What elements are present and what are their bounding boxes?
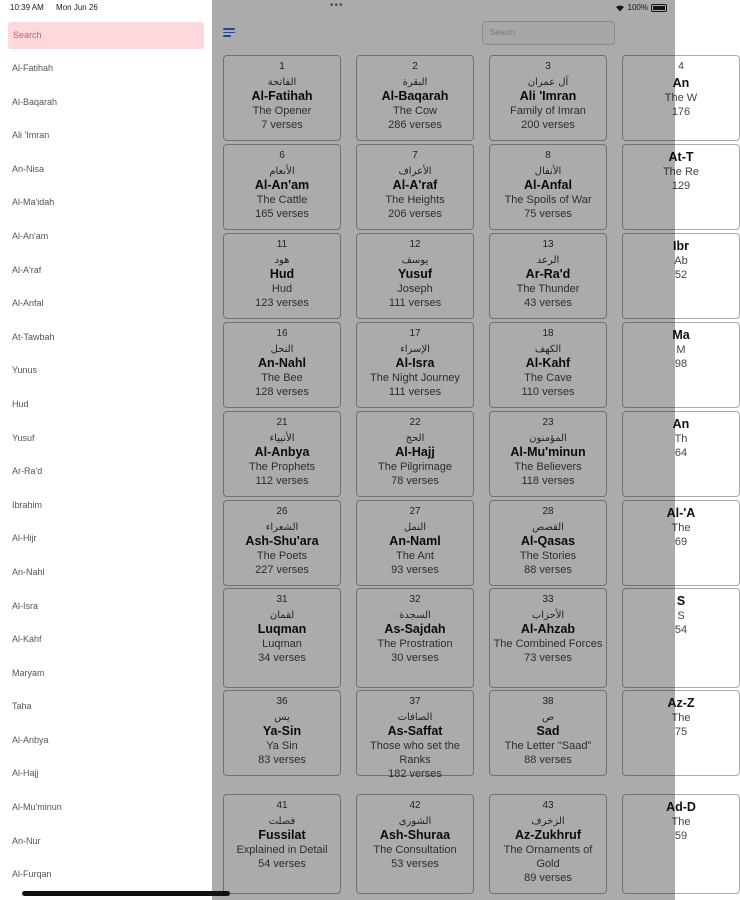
surah-card[interactable] xyxy=(489,233,607,319)
surah-name: Al-Anfal xyxy=(524,178,572,192)
surah-arabic-name: المؤمنون xyxy=(529,433,567,444)
main-content xyxy=(212,0,700,900)
surah-number: 2 xyxy=(412,61,418,72)
sidebar-item[interactable]: Al-Ma'idah xyxy=(12,197,55,208)
surah-verse-count: 165 verses xyxy=(255,208,309,220)
surah-card[interactable] xyxy=(356,322,474,408)
surah-verse-count: 182 verses xyxy=(388,768,442,780)
surah-name: Al-Anbya xyxy=(254,445,310,459)
surah-card[interactable] xyxy=(356,794,474,894)
surah-card[interactable] xyxy=(489,411,607,497)
surah-name: An xyxy=(672,417,690,431)
sidebar-item[interactable]: Al-Hajj xyxy=(12,768,39,779)
surah-card[interactable] xyxy=(622,588,740,688)
surah-number: 12 xyxy=(409,239,421,250)
surah-number: 28 xyxy=(542,506,554,517)
surah-name: Luqman xyxy=(257,622,307,636)
surah-meaning: Explained in Detail xyxy=(236,844,328,856)
surah-verse-count: 88 verses xyxy=(524,564,572,576)
surah-card[interactable] xyxy=(356,411,474,497)
surah-arabic-name: الإسراء xyxy=(400,344,430,355)
surah-meaning: The Re xyxy=(662,166,700,178)
surah-number: 31 xyxy=(276,594,288,605)
surah-number: 33 xyxy=(542,594,554,605)
surah-card[interactable] xyxy=(223,411,341,497)
battery-percent: 100% xyxy=(627,3,648,12)
surah-card[interactable] xyxy=(489,794,607,894)
surah-verse-count: 286 verses xyxy=(388,119,442,131)
surah-number: 41 xyxy=(276,800,288,811)
surah-arabic-name: الأنعام xyxy=(269,166,295,177)
surah-verse-count: 43 verses xyxy=(524,297,572,309)
sidebar-item[interactable]: Al-Anfal xyxy=(12,298,44,309)
surah-meaning: The Combined Forces xyxy=(493,638,603,650)
surah-card[interactable] xyxy=(223,500,341,586)
surah-verse-count: 227 verses xyxy=(255,564,309,576)
surah-meaning: The xyxy=(671,522,691,534)
surah-number: 22 xyxy=(409,417,421,428)
surah-verse-count: 89 verses xyxy=(524,872,572,884)
surah-name: Az-Zukhruf xyxy=(515,828,581,842)
surah-number: 26 xyxy=(276,506,288,517)
sidebar-item[interactable]: Yunus xyxy=(12,365,38,376)
surah-meaning: Ya Sin xyxy=(266,740,298,752)
status-time: 10:39 AM xyxy=(10,3,44,12)
surah-arabic-name: النحل xyxy=(270,344,294,355)
surah-verse-count: 111 verses xyxy=(388,386,442,398)
sidebar-item[interactable]: Ar-Ra'd xyxy=(12,466,43,477)
sidebar-item[interactable]: Al-A'raf xyxy=(12,264,42,275)
surah-arabic-name: الصافات xyxy=(397,712,433,723)
surah-card[interactable] xyxy=(223,144,341,230)
surah-card[interactable] xyxy=(489,690,607,776)
surah-verse-count: 93 verses xyxy=(391,564,439,576)
surah-name: Al-Baqarah xyxy=(381,89,449,103)
surah-meaning: The Prostration xyxy=(377,638,453,650)
surah-arabic-name: البقرة xyxy=(402,77,428,88)
sidebar-item[interactable]: Al-Anbya xyxy=(12,734,49,745)
surah-meaning: The Pilgrimage xyxy=(378,461,452,473)
surah-card[interactable] xyxy=(223,794,341,894)
surah-card[interactable] xyxy=(356,500,474,586)
surah-arabic-name: الأنبياء xyxy=(269,433,295,444)
sidebar-item[interactable]: An-Nur xyxy=(12,835,41,846)
surah-arabic-name: السجدة xyxy=(399,610,431,621)
surah-arabic-name: القصص xyxy=(532,522,564,533)
surah-meaning: The Heights xyxy=(385,194,445,206)
surah-name: Ibr xyxy=(673,239,689,253)
surah-arabic-name: آل عمران xyxy=(527,77,569,88)
surah-name: Az-Z xyxy=(667,696,695,710)
surah-number: 7 xyxy=(412,150,418,161)
surah-name: Al-Ahzab xyxy=(520,622,576,636)
surah-verse-count: 176 xyxy=(671,106,691,118)
surah-name: Ya-Sin xyxy=(262,724,302,738)
surah-verse-count: 30 verses xyxy=(391,652,439,664)
surah-meaning: Ab xyxy=(674,255,688,267)
sidebar-item[interactable]: Ali 'Imran xyxy=(12,130,50,141)
surah-arabic-name: ص xyxy=(541,712,555,723)
surah-number: 37 xyxy=(409,696,421,707)
surah-name: Al-Mu'minun xyxy=(510,445,586,459)
sidebar-item[interactable]: Al-Kahf xyxy=(12,634,42,645)
surah-meaning: Family of Imran xyxy=(510,105,586,117)
surah-number: 21 xyxy=(276,417,288,428)
surah-card[interactable] xyxy=(622,322,740,408)
sidebar-item[interactable]: Taha xyxy=(12,701,32,712)
surah-meaning: S xyxy=(677,610,685,622)
surah-verse-count: 112 verses xyxy=(255,475,309,487)
surah-card[interactable] xyxy=(489,55,607,141)
surah-arabic-name: الزخرف xyxy=(531,816,565,827)
surah-verse-count: 54 xyxy=(674,624,688,636)
surah-meaning: The Consultation xyxy=(373,844,457,856)
surah-number: 43 xyxy=(542,800,554,811)
surah-card[interactable] xyxy=(356,233,474,319)
surah-meaning: The Bee xyxy=(261,372,303,384)
surah-verse-count: 7 verses xyxy=(261,119,303,131)
sidebar-item[interactable]: Al-Furqan xyxy=(12,869,52,880)
search-input[interactable]: Search xyxy=(482,21,615,45)
surah-arabic-name: يوسف xyxy=(401,255,429,266)
surah-arabic-name: الكهف xyxy=(534,344,562,355)
surah-meaning: The Night Journey xyxy=(370,372,460,384)
surah-name: An-Naml xyxy=(389,534,441,548)
surah-card[interactable] xyxy=(622,233,740,319)
surah-name: Ash-Shu'ara xyxy=(245,534,319,548)
surah-meaning: The Cave xyxy=(524,372,572,384)
surah-verse-count: 52 xyxy=(674,269,688,281)
surah-meaning: The Opener xyxy=(252,105,312,117)
sidebar-item[interactable]: Al-Isra xyxy=(12,600,39,611)
sidebar-item[interactable]: Hud xyxy=(12,398,29,409)
surah-card[interactable] xyxy=(356,55,474,141)
surah-meaning: Those who set the Ranks xyxy=(370,740,460,766)
surah-meaning: Th xyxy=(674,433,688,445)
surah-name: Al-'A xyxy=(666,506,696,520)
sidebar-item[interactable]: Al-Baqarah xyxy=(12,96,58,107)
surah-name: Hud xyxy=(269,267,295,281)
surah-name: Ma xyxy=(672,328,690,342)
surah-meaning: The W xyxy=(664,92,698,104)
surah-meaning: Hud xyxy=(271,283,293,295)
surah-meaning: The Letter "Saad" xyxy=(504,740,592,752)
surah-arabic-name: فصلت xyxy=(268,816,296,827)
surah-number: 8 xyxy=(545,150,551,161)
surah-card[interactable] xyxy=(223,690,341,776)
surah-name: Ali 'Imran xyxy=(519,89,577,103)
surah-verse-count: 64 xyxy=(674,447,688,459)
surah-name: Fussilat xyxy=(258,828,306,842)
surah-meaning: The Spoils of War xyxy=(504,194,592,206)
surah-verse-count: 78 verses xyxy=(391,475,439,487)
surah-name: At-T xyxy=(668,150,694,164)
surah-card[interactable] xyxy=(489,144,607,230)
surah-verse-count: 73 verses xyxy=(524,652,572,664)
surah-meaning: The xyxy=(671,816,691,828)
surah-name: Ad-D xyxy=(666,800,696,814)
surah-arabic-name: يس xyxy=(274,712,290,723)
surah-number: 3 xyxy=(545,61,551,72)
wifi-icon xyxy=(615,4,625,12)
surah-name: Yusuf xyxy=(397,267,433,281)
surah-name: Al-A'raf xyxy=(392,178,438,192)
surah-arabic-name: الفاتحة xyxy=(267,77,297,88)
surah-number: 38 xyxy=(542,696,554,707)
sidebar-item[interactable]: Maryam xyxy=(12,667,45,678)
surah-number: 23 xyxy=(542,417,554,428)
surah-arabic-name: لقمان xyxy=(269,610,295,621)
surah-name: Ash-Shuraa xyxy=(379,828,451,842)
surah-meaning: M xyxy=(676,344,686,356)
surah-name: Al-An'am xyxy=(254,178,310,192)
surah-verse-count: 69 xyxy=(674,536,688,548)
surah-arabic-name: الحج xyxy=(405,433,425,444)
surah-number: 27 xyxy=(409,506,421,517)
surah-verse-count: 110 verses xyxy=(521,386,575,398)
surah-name: As-Sajdah xyxy=(384,622,446,636)
surah-name: An-Nahl xyxy=(258,356,306,370)
surah-meaning: The Ornaments of Gold xyxy=(503,844,593,870)
sidebar-item[interactable]: An-Nisa xyxy=(12,163,45,174)
surah-verse-count: 128 verses xyxy=(255,386,309,398)
surah-meaning: The xyxy=(671,712,691,724)
surah-name: As-Saffat xyxy=(387,724,443,738)
surah-name: An xyxy=(672,76,690,90)
surah-meaning: The Poets xyxy=(256,550,308,562)
surah-card[interactable] xyxy=(356,144,474,230)
surah-number: 13 xyxy=(542,239,554,250)
sidebar-surah-list xyxy=(0,52,212,892)
surah-meaning: The Cattle xyxy=(256,194,308,206)
surah-verse-count: 111 verses xyxy=(388,297,442,309)
surah-name: Ar-Ra'd xyxy=(525,267,571,281)
surah-arabic-name: الشعراء xyxy=(265,522,299,533)
surah-name: Al-Fatihah xyxy=(251,89,313,103)
surah-arabic-name: الأنفال xyxy=(534,166,562,177)
surah-verse-count: 123 verses xyxy=(255,297,309,309)
surah-verse-count: 200 verses xyxy=(521,119,575,131)
sidebar-item[interactable]: An-Nahl xyxy=(12,566,45,577)
surah-card[interactable] xyxy=(223,233,341,319)
surah-number: 11 xyxy=(276,239,288,250)
surah-card[interactable] xyxy=(223,55,341,141)
surah-verse-count: 59 xyxy=(674,830,688,842)
surah-verse-count: 53 verses xyxy=(391,858,439,870)
surah-card[interactable] xyxy=(622,144,740,230)
surah-number: 17 xyxy=(409,328,421,339)
surah-arabic-name: النمل xyxy=(403,522,427,533)
surah-number: 32 xyxy=(409,594,421,605)
surah-name: Al-Isra xyxy=(395,356,435,370)
surah-name: Al-Hajj xyxy=(395,445,435,459)
surah-card[interactable] xyxy=(356,588,474,688)
surah-meaning: Joseph xyxy=(397,283,433,295)
surah-verse-count: 206 verses xyxy=(388,208,442,220)
surah-card[interactable] xyxy=(489,500,607,586)
surah-meaning: The Thunder xyxy=(516,283,580,295)
surah-card[interactable] xyxy=(489,588,607,688)
surah-name: Al-Kahf xyxy=(525,356,571,370)
multitasking-dots[interactable]: ••• xyxy=(330,0,344,11)
battery-icon xyxy=(651,4,667,12)
sidebar-item[interactable]: Al-Fatihah xyxy=(12,63,54,73)
sidebar-item[interactable]: Al-Mu'minun xyxy=(12,802,62,813)
surah-number: 16 xyxy=(276,328,288,339)
surah-number: 18 xyxy=(542,328,554,339)
surah-card[interactable] xyxy=(622,411,740,497)
surah-card[interactable] xyxy=(223,322,341,408)
surah-verse-count: 98 xyxy=(674,358,688,370)
sidebar-item[interactable]: At-Tawbah xyxy=(12,331,55,342)
surah-meaning: The Cow xyxy=(392,105,438,117)
status-bar-right xyxy=(615,3,667,12)
home-indicator[interactable] xyxy=(22,891,230,896)
surah-number: 36 xyxy=(276,696,288,707)
surah-name: Sad xyxy=(536,724,560,738)
surah-verse-count: 75 verses xyxy=(524,208,572,220)
status-bar-left xyxy=(10,3,108,12)
surah-arabic-name: الأعراف xyxy=(398,166,432,177)
sidebar xyxy=(0,0,212,900)
surah-verse-count: 118 verses xyxy=(521,475,575,487)
surah-verse-count: 54 verses xyxy=(258,858,306,870)
surah-name: Al-Qasas xyxy=(520,534,576,548)
surah-meaning: Luqman xyxy=(262,638,302,650)
menu-icon[interactable] xyxy=(223,28,235,37)
surah-meaning: The Prophets xyxy=(248,461,316,473)
status-date: Mon Jun 26 xyxy=(56,3,98,12)
surah-card[interactable] xyxy=(622,794,740,894)
sidebar-item[interactable]: Ibrahim xyxy=(12,499,43,510)
surah-arabic-name: الشورى xyxy=(398,816,432,827)
surah-arabic-name: الرعد xyxy=(536,255,560,266)
surah-card[interactable] xyxy=(622,500,740,586)
surah-verse-count: 75 xyxy=(674,726,688,738)
surah-verse-count: 34 verses xyxy=(258,652,306,664)
surah-verse-count: 88 verses xyxy=(524,754,572,766)
sidebar-item[interactable]: Al-An'am xyxy=(12,230,49,241)
surah-number: 4 xyxy=(678,61,684,72)
surah-verse-count: 83 verses xyxy=(258,754,306,766)
surah-verse-count: 129 xyxy=(671,180,691,192)
surah-number: 42 xyxy=(409,800,421,811)
surah-arabic-name: الأحزاب xyxy=(531,610,565,621)
surah-card[interactable] xyxy=(223,588,341,688)
surah-card[interactable] xyxy=(622,690,740,776)
surah-meaning: The Ant xyxy=(396,550,434,562)
surah-name: S xyxy=(676,594,686,608)
surah-arabic-name: هود xyxy=(274,255,290,266)
sidebar-item[interactable]: Yusuf xyxy=(12,432,35,443)
surah-meaning: The Stories xyxy=(519,550,577,562)
surah-card[interactable] xyxy=(622,55,740,141)
sidebar-search-item[interactable]: Search xyxy=(8,22,204,49)
sidebar-item[interactable]: Al-Hijr xyxy=(12,533,37,544)
surah-card[interactable] xyxy=(356,690,474,780)
surah-number: 1 xyxy=(279,61,285,72)
surah-meaning: The Believers xyxy=(514,461,582,473)
surah-card[interactable] xyxy=(489,322,607,408)
surah-number: 6 xyxy=(279,150,285,161)
